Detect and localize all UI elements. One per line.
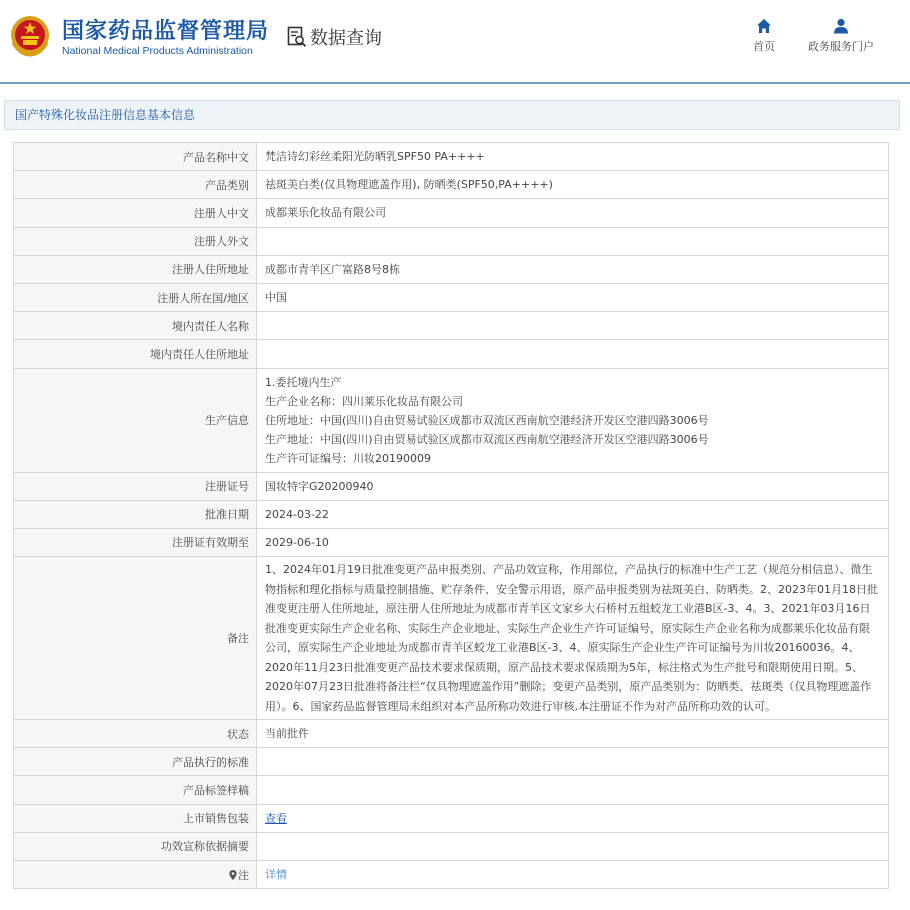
view-package-link[interactable]: 查看 [265,811,287,825]
country-value: 中国 [257,283,889,311]
field-label: 功效宣称依据摘要 [14,832,257,860]
table-row [14,227,889,255]
registrant-address-value: 成都市青羊区广富路8号8栋 [257,255,889,283]
domestic-address-value [257,340,889,368]
cert-number-value: 国妆特字G20200940 [257,472,889,500]
table-row [14,312,889,340]
field-label: 产品类别 [14,171,257,199]
table-row [14,557,889,720]
field-label: 产品名称中文 [14,143,257,171]
production-line: 1.委托境内生产 [265,375,342,389]
field-label: 上市销售包装 [14,804,257,832]
production-line: 生产地址：中国(四川)自由贸易试验区成都市双流区西南航空港经济开发区空港四路3006号 [265,432,709,446]
site-title-en[interactable]: National Medical Products Administration [62,45,253,57]
nav-home[interactable] [746,18,782,54]
table-row [14,472,889,500]
product-name-value: 梵洁诗幻彩丝柔阳光防晒乳SPF50 PA++++ [257,143,889,171]
field-label: 产品标签样稿 [14,776,257,804]
field-label: 境内责任人名称 [14,312,257,340]
field-label: 注册证有效期至 [14,528,257,556]
production-line: 住所地址：中国(四川)自由贸易试验区成都市双流区西南航空港经济开发区空港四路3006号 [265,413,709,427]
category-value: 祛斑美白类(仅具物理遮盖作用), 防晒类(SPF50,PA++++) [257,171,889,199]
table-row [14,500,889,528]
site-title-cn[interactable]: 国家药品监督管理局 [62,19,270,44]
table-row [14,804,889,832]
details-link[interactable]: 详情 [265,868,287,882]
field-label: 备注 [14,557,257,720]
table-row [14,528,889,556]
field-label: 批准日期 [14,500,257,528]
note-label-cell [14,861,257,889]
table-row [14,720,889,748]
production-info-value [257,368,889,472]
package-value [257,804,889,832]
approval-date-value: 2024-03-22 [257,500,889,528]
document-search-icon [287,26,307,48]
home-icon [756,18,772,34]
table-row [14,368,889,472]
user-icon [833,18,849,34]
field-label: 产品执行的标准 [14,748,257,776]
table-row [14,776,889,804]
production-line: 生产许可证编号：川妆20190009 [265,451,431,465]
production-line: 生产企业名称：四川莱乐化妆品有限公司 [265,394,463,408]
field-label: 注册人中文 [14,199,257,227]
field-label: 注册人所在国/地区 [14,283,257,311]
valid-until-value: 2029-06-10 [257,528,889,556]
field-label: 注册证号 [14,472,257,500]
site-header [0,0,910,82]
registration-info-table [13,142,889,889]
table-row [14,283,889,311]
table-row [14,255,889,283]
status-value: 当前批件 [257,720,889,748]
data-query-label: 数据查询 [310,28,382,49]
efficacy-value [257,832,889,860]
field-label: 状态 [14,720,257,748]
remark-value: 1、2024年01月19日批准变更产品申报类别、产品功效宣称，作用部位，产品执行的标准中生产工艺（规范分相信息）、微生物指标和理化指标与质量控制措施、贮存条件、安全警示用语，原产品申报类别为祛斑美白、防晒类。2、2023年01月18日批准变更注册人住所地址，原注册人住所地址为成都市青羊区文家乡大石桥村五组蛟龙工业港B区-3、4。3、2021年03月16日批准变更实际生产企业名称、实际生产企业地址、实际生产企业生产许可证编号，原实际生产企业名称为成都莱乐化妆品有限公司，原实际生产企业地址为成都市青羊区蛟龙工业港B区-3、4、原实际生产企业生产许可证编号为川妆20160036。4、2020年11月23日批准变更产品技术要求保质期，原产品技术要求保质期为5年，标注格式为生产批号和限期使用日期。5、2020年07月23日批准将备注栏“仅具物理遮盖作用”删除；变更产品类别，原产品类别为：防晒类、祛斑类（仅具物理遮盖作用）。6、国家药品监督管理局未组织对本产品所称功效进行审核,本注册证不作为对产品所称功效的认可。 [257,557,889,720]
header-divider [0,82,910,84]
nav-home-label: 首页 [753,40,775,53]
field-label: 生产信息 [14,368,257,472]
nav-service-portal-label: 政务服务门户 [808,40,874,53]
registrant-en-value [257,227,889,255]
data-query-title [287,24,382,50]
table-row [14,199,889,227]
table-row [14,832,889,860]
table-row [14,171,889,199]
field-label: 境内责任人住所地址 [14,340,257,368]
nav-service-portal[interactable] [806,18,876,54]
field-label: 注 [238,868,249,882]
map-pin-icon [229,870,237,880]
table-row [14,748,889,776]
note-value [257,861,889,889]
registrant-cn-value: 成都莱乐化妆品有限公司 [257,199,889,227]
table-row [14,861,889,889]
label-draft-value [257,776,889,804]
field-label: 注册人外文 [14,227,257,255]
domestic-person-value [257,312,889,340]
panel-title: 国产特殊化妆品注册信息基本信息 [4,100,900,130]
national-emblem-icon [10,13,50,57]
table-row [14,143,889,171]
field-label: 注册人住所地址 [14,255,257,283]
table-row [14,340,889,368]
standard-value [257,748,889,776]
